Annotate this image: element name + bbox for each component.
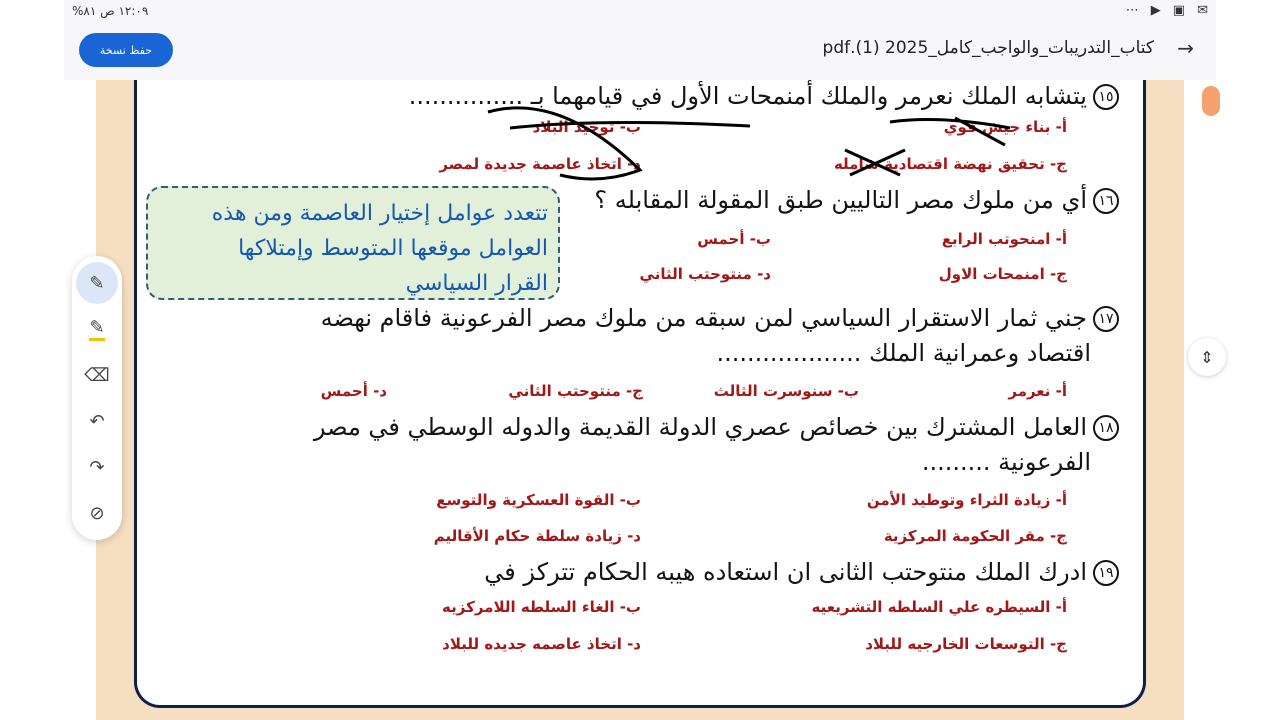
note-line: تتعدد عوامل إختيار العاصمة ومن هذه xyxy=(211,201,548,226)
question-text: ادرك الملك منتوحتب الثانى ان استعاده هيبه الحكام تتركز في xyxy=(484,558,1087,586)
app-bar xyxy=(64,24,1216,80)
redo-icon: ↷ xyxy=(89,456,105,478)
option-a: أ- بناء جيش قوي xyxy=(943,118,1067,136)
question-16 xyxy=(594,186,1119,214)
question-text: يتشابه الملك نعرمر والملك أمنمحات الأول في قيامهما بـ ............... xyxy=(408,82,1087,110)
highlighter-tool-button[interactable] xyxy=(76,308,118,350)
question-text: العامل المشترك بين خصائص عصري الدولة القديمة والدوله الوسطي في مصر xyxy=(313,413,1087,441)
chevron-updown-icon: ⇕ xyxy=(1200,347,1214,367)
question-number: ١٥ xyxy=(1093,84,1119,110)
save-copy-button[interactable]: حفظ نسخة xyxy=(79,33,173,67)
option-d: د- منتوحتب الثاني xyxy=(639,265,771,283)
pen-tool-button[interactable] xyxy=(76,262,118,304)
question-19 xyxy=(484,558,1119,586)
left-margin xyxy=(0,0,64,720)
eye-off-icon: ⊘ xyxy=(89,502,105,524)
option-c: ج- مقر الحكومة المركزية xyxy=(883,527,1067,545)
question-number: ١٨ xyxy=(1093,415,1119,441)
hide-annotations-button[interactable] xyxy=(76,492,118,534)
question-text: جني ثمار الاستقرار السياسي لمن سبقه من ملوك مصر الفرعونية فاقام نهضه xyxy=(320,304,1087,332)
option-b: ب- توحيد البلاد xyxy=(532,118,641,136)
option-c: ج- التوسعات الخارجيه للبلاد xyxy=(865,635,1067,653)
question-18-line2: الفرعونية ......... xyxy=(921,448,1091,476)
option-a: أ- زيادة الثراء وتوطيد الأمن xyxy=(866,491,1067,509)
highlighter-icon: ✎ xyxy=(89,317,104,341)
note-line: القرار السياسي xyxy=(405,271,548,296)
option-d: د- زيادة سلطة حكام الأقاليم xyxy=(433,527,641,545)
option-a: أ- نعرمر xyxy=(1008,382,1067,400)
option-b: ب- أحمس xyxy=(697,230,771,248)
option-c: ج- امنمحات الاول xyxy=(938,265,1067,283)
note-line: العوامل موقعها المتوسط وإمتلاكها xyxy=(238,236,548,261)
undo-button[interactable] xyxy=(76,400,118,442)
mail-icon: ✉ xyxy=(1197,3,1208,18)
question-number: ١٦ xyxy=(1093,188,1119,214)
status-bar xyxy=(64,0,1216,24)
undo-icon: ↶ xyxy=(89,410,105,432)
option-d: د- أحمس xyxy=(320,382,387,400)
status-icons xyxy=(1126,3,1208,18)
youtube-icon: ▶ xyxy=(1150,3,1161,18)
option-c: ج- تحقيق نهضة اقتصادية شامله xyxy=(833,155,1067,173)
document-title: كتاب_التدريبات_والواجب_كامل_2025 (1).pdf xyxy=(822,38,1154,58)
question-number: ١٩ xyxy=(1093,560,1119,586)
status-time-battery: ١٢:٠٩ ص ٨١% xyxy=(72,4,149,18)
sticky-note[interactable] xyxy=(146,186,560,300)
question-number: ١٧ xyxy=(1093,306,1119,332)
option-c: ج- منتوحتب الثاني xyxy=(508,382,643,400)
page-edge-marker xyxy=(1202,86,1220,116)
option-a: أ- امنحوتب الرابع xyxy=(941,230,1067,248)
option-d: د- اتخاذ عاصمة جديدة لمصر xyxy=(439,155,641,173)
scroll-handle[interactable] xyxy=(1188,338,1226,376)
eraser-tool-button[interactable] xyxy=(76,354,118,396)
back-arrow-icon[interactable]: → xyxy=(1177,36,1194,60)
more-dots-icon: ⋯ xyxy=(1125,3,1139,18)
redo-button[interactable] xyxy=(76,446,118,488)
app-icon: ▣ xyxy=(1172,3,1186,18)
option-d: د- اتخاذ عاصمه جديده للبلاد xyxy=(442,635,641,653)
annotation-toolbar xyxy=(72,256,122,540)
option-b: ب- القوة العسكرية والتوسع xyxy=(436,491,641,509)
pdf-page xyxy=(134,80,1146,708)
question-text: أي من ملوك مصر التاليين طبق المقولة المقابله ؟ xyxy=(594,186,1087,214)
question-18 xyxy=(314,413,1119,441)
option-b: ب- سنوسرت الثالث xyxy=(713,382,859,400)
option-a: أ- السيطره علي السلطه التشريعيه xyxy=(811,598,1067,616)
question-15 xyxy=(409,82,1119,110)
pen-icon: ✎ xyxy=(89,272,105,294)
option-b: ب- الغاء السلطه اللامركزيه xyxy=(442,598,641,616)
question-17-line2: اقتصاد وعمرانية الملك ................... xyxy=(716,339,1091,367)
question-17 xyxy=(321,304,1119,332)
eraser-icon: ⌫ xyxy=(84,364,110,386)
